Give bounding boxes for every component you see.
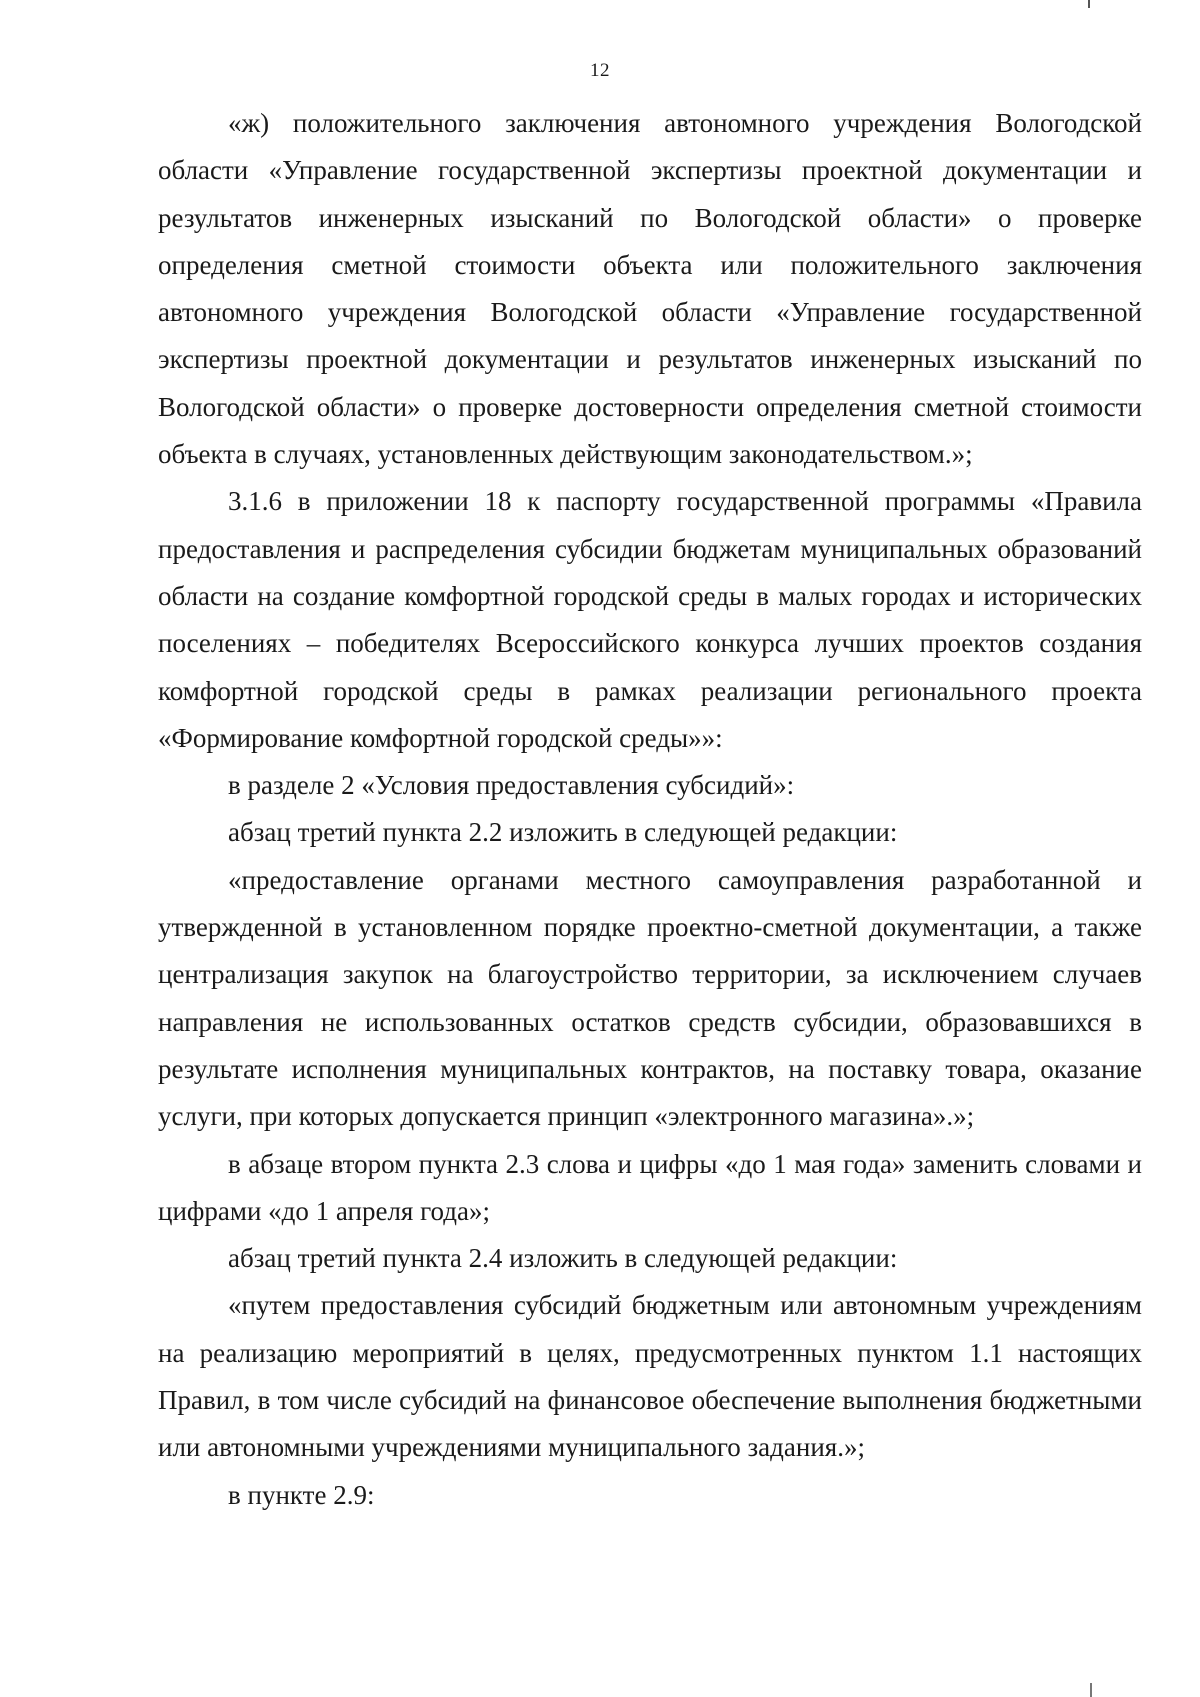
paragraph-section-2: в разделе 2 «Условия предоставления субсидий»: [228,770,795,801]
document-body [158,100,1142,1519]
paragraph-zh-clause: «ж) положительного заключения автономного учреждения Вологодской области «Управление государственной экспертизы проектной документации и результатов инженерных изысканий по Вологодской области» о проверке определения сметной стоимости объекта или положительного заключения автономного учреждения Вологодской области «Управление государственной экспертизы проектной документации и результатов инженерных изысканий по Вологодской области» о проверке достоверности определения сметной стоимости объекта в случаях, установленных действующим законодательством.»; [158,108,1142,470]
paragraph-2-2-text: «предоставление органами местного самоуправления разработанной и утвержденной в установленном порядке проектно-сметной документации, а также централизация закупок на благоустройство территории, за исключением случаев направления не использованных остатков средств субсидии, образовавшихся в результате исполнения муниципальных контрактов, на поставку товара, оказание услуги, при которых допускается принцип «электронного магазина».»; [158,864,1142,1132]
paragraph-2-9: в пункте 2.9: [228,1479,375,1510]
scan-corner-mark [1088,0,1090,8]
page-number: 12 [590,60,610,81]
scan-bottom-mark [1090,1683,1092,1697]
paragraph-2-3: в абзаце втором пункта 2.3 слова и цифры «до 1 мая года» заменить словами и цифрами «до 1 апреля года»; [158,1148,1142,1226]
paragraph-2-4-intro: абзац третий пункта 2.4 изложить в следующей редакции: [228,1243,898,1274]
paragraph-3-1-6: 3.1.6 в приложении 18 к паспорту государственной программы «Правила предоставления и распределения субсидии бюджетам муниципальных образований области на создание комфортной городской среды в малых городах и исторических поселениях – победителях Всероссийского конкурса лучших проектов создания комфортной городской среды в рамках реализации регионального проекта «Формирование комфортной городской среды»»: [158,486,1142,753]
paragraph-2-4-text: «путем предоставления субсидий бюджетным или автономным учреждениям на реализацию мероприятий в целях, предусмотренных пунктом 1.1 настоящих Правил, в том числе субсидий на финансовое обеспечение выполнения бюджетными или автономными учреждениями муниципального задания.»; [158,1290,1142,1463]
paragraph-2-2-intro: абзац третий пункта 2.2 изложить в следующей редакции: [228,817,898,848]
